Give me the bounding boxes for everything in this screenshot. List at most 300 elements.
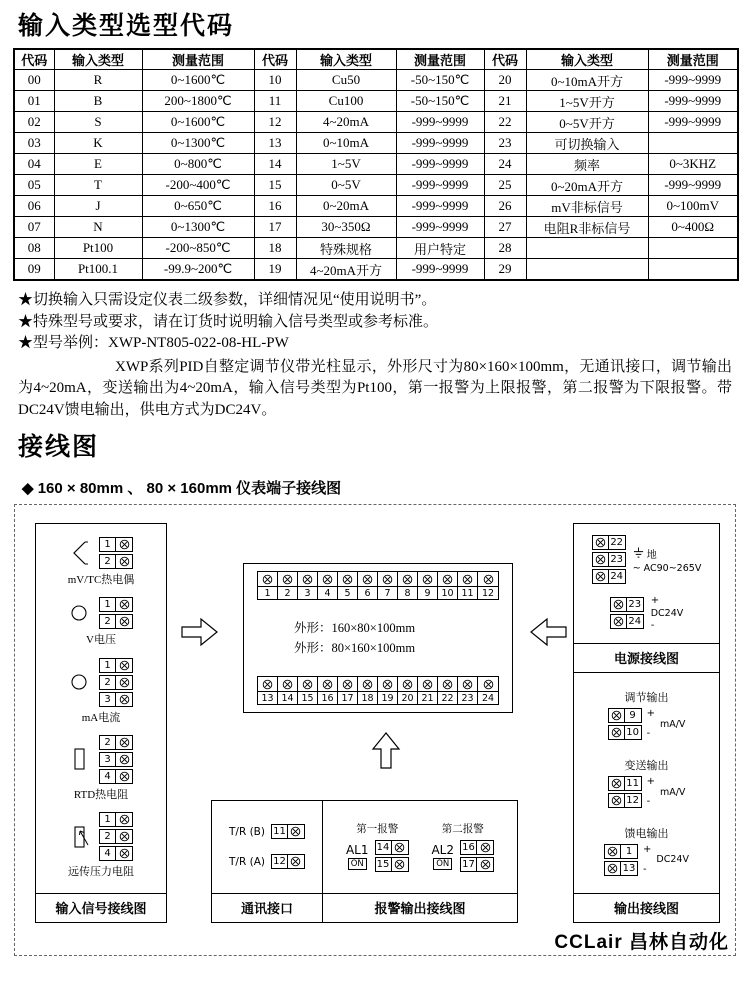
comm-line-label: T/R (A): [229, 855, 265, 868]
table-cell: 04: [14, 154, 54, 175]
input-signal-box: [35, 523, 167, 923]
strip-terminal-number: 11: [458, 586, 477, 599]
table-cell: 电阻R非标信号: [526, 217, 648, 238]
comm-row: [212, 854, 322, 869]
screw-terminal-icon: [119, 814, 130, 825]
strip-screw: [322, 572, 333, 586]
strip-cell: [458, 677, 478, 704]
wiring-subtitle: ◆ 160 × 80mm 、 80 × 160mm 仪表端子接线图: [22, 479, 342, 497]
terminal-screw-box: [116, 597, 133, 612]
table-cell: 0~10mA开方: [526, 70, 648, 91]
terminal-screw-box: [610, 597, 627, 612]
strip-screw: [422, 572, 433, 586]
strip-cell: [358, 572, 378, 599]
table-cell: [648, 259, 738, 280]
alarm-box: [322, 800, 518, 923]
table-cell: 频率: [526, 154, 648, 175]
table-cell: 23: [484, 133, 526, 154]
strip-screw: [402, 572, 413, 586]
table-cell: -999~9999: [396, 154, 484, 175]
alarm-group-label: 第二报警: [441, 824, 484, 836]
alarm-body: [346, 840, 409, 872]
output-box: [573, 672, 720, 923]
screw-terminal-icon: [119, 831, 130, 842]
screw-terminal-icon: [462, 574, 473, 585]
table-cell: 15: [254, 175, 296, 196]
table-cell: 0~1300℃: [142, 133, 254, 154]
ground-label: 地: [646, 549, 657, 561]
terminal-column: [610, 597, 644, 629]
column-header: 代码: [484, 49, 526, 70]
table-cell: -99.9~200℃: [142, 259, 254, 280]
screw-terminal-icon: [119, 694, 130, 705]
table-cell: 200~1800℃: [142, 91, 254, 112]
table-cell: E: [54, 154, 142, 175]
terminal-screw-box: [116, 846, 133, 861]
table-row: [14, 175, 738, 196]
terminal: [99, 658, 133, 673]
terminal-screw-box: [477, 840, 494, 855]
input-signal-group: [36, 658, 166, 725]
output-signal-label: mA/V: [659, 786, 686, 798]
terminal-screw-box: [288, 824, 305, 839]
table-body: [14, 70, 738, 280]
terminal-number: 1: [99, 537, 116, 552]
terminal-number: 23: [609, 552, 626, 567]
table-row: [14, 259, 738, 280]
table-cell: Cu100: [296, 91, 396, 112]
polarity-plus: +: [646, 776, 655, 788]
column-header: 输入类型: [54, 49, 142, 70]
strip-terminal-number: 6: [358, 586, 377, 599]
terminal: [460, 840, 494, 855]
current-source-icon: [69, 667, 89, 697]
terminal: [271, 824, 305, 839]
terminal-number: 2: [99, 735, 116, 750]
page-title-input-codes: 输入类型选型代码: [18, 12, 235, 40]
terminal-number: 24: [609, 569, 626, 584]
table-cell: 0~3KHZ: [648, 154, 738, 175]
terminal-number: 12: [271, 854, 288, 869]
comm-rows: [212, 801, 322, 893]
table-cell: -999~9999: [396, 259, 484, 280]
table-cell: [648, 238, 738, 259]
arrow-right-icon: [181, 617, 219, 647]
output-group-body: [608, 708, 686, 740]
strip-terminal-number: 18: [358, 691, 377, 704]
polarity-column: [643, 845, 651, 875]
terminal: [99, 735, 133, 750]
terminal-screw-box: [116, 614, 133, 629]
strip-screw: [322, 677, 333, 691]
strip-cell: [378, 572, 398, 599]
strip-screw: [342, 572, 353, 586]
column-header: 输入类型: [526, 49, 648, 70]
terminal-column: [99, 537, 133, 569]
strip-cell: [478, 677, 498, 704]
screw-terminal-icon: [595, 537, 606, 548]
table-cell: 0~800℃: [142, 154, 254, 175]
terminal-screw-box: [608, 793, 625, 808]
table-cell: 0~10mA: [296, 133, 396, 154]
terminal-screw-box: [116, 812, 133, 827]
table-cell: 25: [484, 175, 526, 196]
screw-terminal-icon: [422, 679, 433, 690]
screw-terminal-icon: [119, 737, 130, 748]
screw-terminal-icon: [322, 679, 333, 690]
screw-terminal-icon: [611, 778, 622, 789]
terminal: [592, 552, 626, 567]
strip-terminal-number: 2: [278, 586, 297, 599]
terminal-number: 2: [99, 829, 116, 844]
comm-box: [211, 800, 323, 923]
strip-screw: [262, 572, 273, 586]
screw-terminal-icon: [382, 679, 393, 690]
power-source-label: ~ AC90~265V: [632, 562, 702, 574]
table-cell: -200~400℃: [142, 175, 254, 196]
screw-terminal-icon: [611, 727, 622, 738]
terminal-screw-box: [608, 776, 625, 791]
terminal-number: 1: [99, 597, 116, 612]
input-signal-group: [36, 812, 166, 879]
terminal: [608, 725, 642, 740]
strip-screw: [483, 572, 494, 586]
strip-screw: [262, 677, 273, 691]
screw-terminal-icon: [119, 556, 130, 567]
column-header: 代码: [254, 49, 296, 70]
screw-terminal-icon: [262, 574, 273, 585]
strip-cell: [418, 677, 438, 704]
output-group-label: 馈电输出: [624, 827, 669, 840]
strip-screw: [402, 677, 413, 691]
terminal-number: 17: [460, 857, 477, 872]
terminal-number: 1: [621, 844, 638, 859]
terminal-number: 9: [625, 708, 642, 723]
power-source-label: DC24V: [650, 607, 684, 619]
table-cell: 14: [254, 154, 296, 175]
comm-line-label: T/R (B): [229, 825, 265, 838]
table-row: [14, 154, 738, 175]
table-cell: 特殊规格: [296, 238, 396, 259]
table-header-row: [14, 49, 738, 70]
output-group: [574, 757, 719, 808]
table-cell: -999~9999: [396, 175, 484, 196]
screw-terminal-icon: [595, 571, 606, 582]
output-group: [574, 825, 719, 876]
terminal-number: 2: [99, 614, 116, 629]
table-cell: 0~1600℃: [142, 70, 254, 91]
terminal: [375, 857, 409, 872]
terminal: [99, 692, 133, 707]
terminal: [610, 614, 644, 629]
screw-terminal-icon: [342, 574, 353, 585]
polarity-minus: -: [643, 863, 647, 875]
strip-cell: [338, 572, 358, 599]
screw-terminal-icon: [483, 574, 494, 585]
table-cell: -999~9999: [648, 175, 738, 196]
terminal-screw-box: [116, 829, 133, 844]
terminal-screw-box: [604, 844, 621, 859]
strip-cell: [438, 572, 458, 599]
screw-terminal-icon: [322, 574, 333, 585]
arrow-up-icon: [371, 731, 401, 769]
strip-cell: [278, 677, 298, 704]
table-cell: 10: [254, 70, 296, 91]
terminal-strip-top: [257, 571, 499, 600]
strip-terminal-number: 23: [458, 691, 477, 704]
screw-terminal-icon: [595, 554, 606, 565]
screw-terminal-icon: [342, 679, 353, 690]
alarm-title: 报警输出接线图: [323, 893, 517, 922]
table-cell: 30~350Ω: [296, 217, 396, 238]
table-row: [14, 91, 738, 112]
screw-terminal-icon: [442, 679, 453, 690]
alarm-group-label: 第一报警: [356, 824, 399, 836]
terminal: [99, 829, 133, 844]
table-cell: -999~9999: [648, 112, 738, 133]
strip-cell: [418, 572, 438, 599]
strip-screw: [422, 677, 433, 691]
screw-terminal-icon: [119, 599, 130, 610]
table-cell: [526, 238, 648, 259]
power-box: [573, 523, 720, 673]
input-signal-label: mA电流: [81, 711, 121, 724]
terminal-screw-box: [116, 675, 133, 690]
polarity-column: [647, 777, 655, 807]
terminal-number: 12: [625, 793, 642, 808]
table-cell: 29: [484, 259, 526, 280]
screw-terminal-icon: [119, 660, 130, 671]
table-cell: B: [54, 91, 142, 112]
strip-screw: [362, 572, 373, 586]
screw-terminal-icon: [362, 574, 373, 585]
alarm-group: [431, 821, 494, 872]
terminal-number: 24: [627, 614, 644, 629]
alarm-on-label: ON: [433, 858, 452, 870]
column-header: 测量范围: [142, 49, 254, 70]
ground-row: [633, 546, 657, 561]
output-groups: [574, 673, 719, 893]
input-signal-group: [36, 537, 166, 587]
terminal: [99, 675, 133, 690]
terminal: [99, 846, 133, 861]
terminal: [604, 844, 638, 859]
table-cell: 00: [14, 70, 54, 91]
table-cell: 0~20mA: [296, 196, 396, 217]
column-header: 测量范围: [396, 49, 484, 70]
table-cell: Cu50: [296, 70, 396, 91]
strip-screw: [483, 677, 494, 691]
strip-terminal-number: 8: [398, 586, 417, 599]
polarity-plus: +: [646, 708, 655, 720]
terminal: [99, 537, 133, 552]
screw-terminal-icon: [607, 863, 618, 874]
table-cell: 4~20mA开方: [296, 259, 396, 280]
terminal-number: 4: [99, 846, 116, 861]
screw-terminal-icon: [119, 771, 130, 782]
terminal-number: 3: [99, 752, 116, 767]
potentiometer-icon: [69, 822, 89, 852]
strip-cell: [258, 572, 278, 599]
input-signal-title: 输入信号接线图: [36, 893, 166, 922]
terminal-screw-box: [392, 857, 409, 872]
screw-terminal-icon: [462, 679, 473, 690]
table-cell: 0~5V: [296, 175, 396, 196]
table-cell: J: [54, 196, 142, 217]
polarity-minus: -: [646, 728, 651, 740]
output-signal-label: DC24V: [656, 854, 689, 866]
terminal-number: 14: [375, 840, 392, 855]
terminal: [99, 752, 133, 767]
screw-terminal-icon: [302, 679, 313, 690]
strip-screw: [362, 677, 373, 691]
terminal-column: [375, 840, 409, 872]
input-code-table: [13, 48, 739, 281]
terminal: [604, 861, 638, 876]
output-group-label: 变送输出: [624, 760, 669, 773]
power-group: [592, 535, 702, 584]
table-row: [14, 217, 738, 238]
note-line: ★切换输入只需设定仪表二级参数，详细情况见“使用说明书”。: [18, 291, 437, 308]
terminal: [608, 793, 642, 808]
table-cell: 0~650℃: [142, 196, 254, 217]
terminal-strip-box: [243, 563, 513, 713]
table-cell: N: [54, 217, 142, 238]
screw-terminal-icon: [382, 574, 393, 585]
strip-screw: [342, 677, 353, 691]
terminal-number: 2: [99, 675, 116, 690]
input-signal-label: RTD热电阻: [73, 788, 129, 801]
screw-terminal-icon: [302, 574, 313, 585]
table-cell: 07: [14, 217, 54, 238]
note-line: ★特殊型号或要求，请在订货时说明输入信号类型或参考标准。: [18, 313, 439, 330]
table-cell: 1~5V开方: [526, 91, 648, 112]
strip-cell: [298, 572, 318, 599]
alarm-relay: [431, 843, 454, 870]
terminal-number: 3: [99, 692, 116, 707]
input-signal-label: 远传压力电阻: [68, 866, 134, 879]
terminal: [460, 857, 494, 872]
strip-terminal-number: 24: [478, 691, 498, 704]
table-cell: -50~150℃: [396, 70, 484, 91]
strip-cell: [458, 572, 478, 599]
input-signal-label: mV/TC热电偶: [67, 573, 135, 586]
terminal-screw-box: [116, 554, 133, 569]
strip-terminal-number: 7: [378, 586, 397, 599]
terminal: [99, 554, 133, 569]
strip-terminal-number: 15: [298, 691, 317, 704]
strip-cell: [438, 677, 458, 704]
table-cell: 11: [254, 91, 296, 112]
strip-terminal-number: 19: [378, 691, 397, 704]
strip-terminal-number: 10: [438, 586, 457, 599]
screw-terminal-icon: [402, 574, 413, 585]
output-group: [574, 689, 719, 740]
terminal-screw-box: [116, 658, 133, 673]
table-cell: -999~9999: [648, 70, 738, 91]
input-signal-row: [36, 537, 166, 569]
comm-title: 通讯接口: [212, 893, 322, 922]
output-signal-label: mA/V: [659, 718, 686, 730]
screw-terminal-icon: [119, 616, 130, 627]
input-signal-group: [36, 735, 166, 802]
alarm-relay-name: AL1: [345, 842, 369, 857]
case-size-line-1: 外形：160×80×100mm: [294, 620, 416, 635]
table-cell: 26: [484, 196, 526, 217]
terminal: [592, 535, 626, 550]
output-title: 输出接线图: [574, 893, 719, 922]
table-cell: 0~400Ω: [648, 217, 738, 238]
screw-terminal-icon: [119, 677, 130, 688]
strip-terminal-number: 9: [418, 586, 437, 599]
terminal-number: 2: [99, 554, 116, 569]
polarity-minus: -: [650, 619, 655, 631]
model-description: XWP系列PID自整定调节仪带光柱显示，外形尺寸为80×160×100mm，无通讯接口，调节输出为4~20mA，变送输出为4~20mA，输入信号类型为Pt100，第一报警为上限报警，第二报警为下限报警。带DC24V馈电输出，供电方式为DC24V。: [18, 359, 732, 418]
terminal-column: [604, 844, 638, 876]
terminal-screw-box: [116, 692, 133, 707]
power-title: 电源接线图: [574, 643, 719, 672]
strip-terminal-number: 22: [438, 691, 457, 704]
screw-terminal-icon: [119, 848, 130, 859]
terminal-column: [99, 658, 133, 707]
strip-terminal-number: 13: [258, 691, 277, 704]
strip-terminal-number: 21: [418, 691, 437, 704]
screw-terminal-icon: [607, 846, 618, 857]
strip-terminal-number: 17: [338, 691, 357, 704]
strip-cell: [318, 572, 338, 599]
terminal: [608, 776, 642, 791]
input-signal-row: [36, 658, 166, 707]
table-cell: 18: [254, 238, 296, 259]
table-cell: T: [54, 175, 142, 196]
screw-terminal-icon: [282, 574, 293, 585]
output-group-label: 调节输出: [624, 692, 669, 705]
polarity-plus: +: [650, 594, 660, 606]
strip-terminal-number: 20: [398, 691, 417, 704]
terminal-screw-box: [610, 614, 627, 629]
terminal-column: [608, 708, 642, 740]
table-cell: 24: [484, 154, 526, 175]
strip-screw: [302, 677, 313, 691]
table-cell: 0~1600℃: [142, 112, 254, 133]
table-cell: 0~5V开方: [526, 112, 648, 133]
terminal: [608, 708, 642, 723]
table-cell: 17: [254, 217, 296, 238]
terminal-screw-box: [116, 769, 133, 784]
terminal-column: [592, 535, 626, 584]
input-signal-row: [36, 597, 166, 629]
strip-terminal-number: 16: [318, 691, 337, 704]
strip-screw: [382, 677, 393, 691]
strip-cell: [258, 677, 278, 704]
terminal: [99, 769, 133, 784]
strip-screw: [282, 572, 293, 586]
input-signal-groups: [36, 524, 166, 893]
screw-terminal-icon: [611, 710, 622, 721]
strip-cell: [338, 677, 358, 704]
polarity-column: [647, 709, 655, 739]
resistor-icon: [69, 744, 89, 774]
table-cell: 08: [14, 238, 54, 259]
alarm-body: [431, 840, 494, 872]
table-cell: 0~20mA开方: [526, 175, 648, 196]
screw-terminal-icon: [394, 842, 405, 853]
terminal-number: 15: [375, 857, 392, 872]
strip-screw: [442, 572, 453, 586]
terminal: [99, 597, 133, 612]
strip-screw: [462, 572, 473, 586]
terminal: [271, 854, 305, 869]
